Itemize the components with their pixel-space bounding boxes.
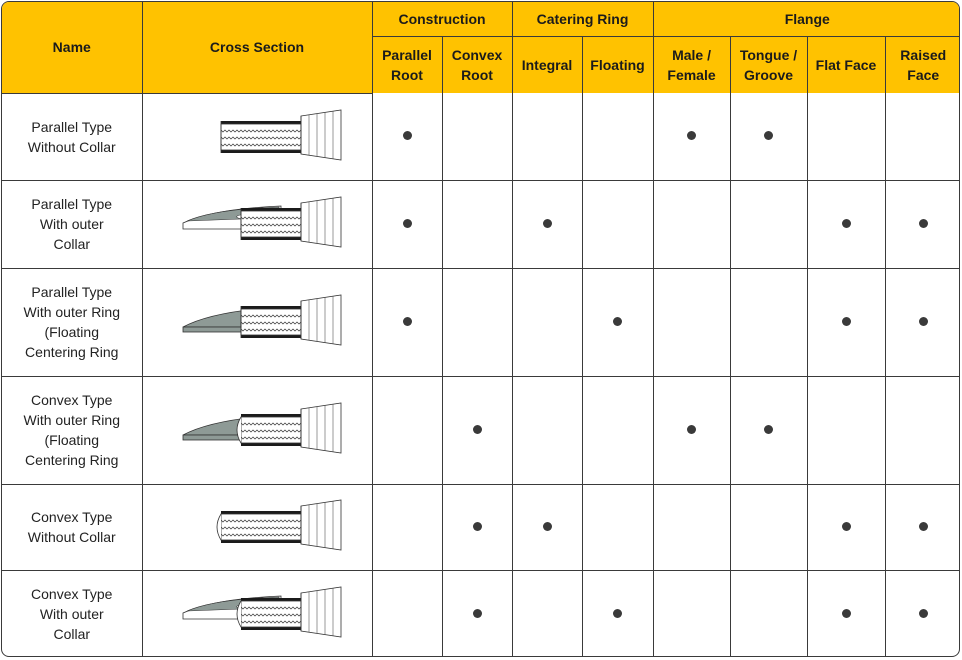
header-floating: Floating: [582, 36, 653, 93]
cell-male-female: [653, 484, 730, 570]
cell-flat-face: [807, 376, 885, 484]
cell-floating: [582, 570, 653, 657]
applicable-dot: [919, 522, 928, 531]
gasket-cross-section-diagram: [143, 579, 373, 649]
gasket-name: Convex Type With outer Ring (Floating Centering Ring: [23, 392, 120, 468]
header-name: Name: [2, 2, 142, 93]
applicable-dot: [403, 219, 412, 228]
cell-tongue-groove: [730, 376, 807, 484]
applicable-dot: [473, 425, 482, 434]
applicable-dot: [473, 522, 482, 531]
cell-floating: [582, 93, 653, 180]
gasket-name: Convex Type Without Collar: [27, 509, 116, 545]
cell-tongue-groove: [730, 484, 807, 570]
table-row: [2, 268, 960, 376]
gasket-cross-section-diagram: [143, 492, 373, 562]
header-flat-face: Flat Face: [807, 36, 885, 93]
header-convex-root: Convex Root: [442, 36, 512, 93]
cell-raised-face: [885, 268, 960, 376]
table-row: [2, 180, 960, 268]
header-construction: Construction: [372, 2, 512, 36]
header-tongue-groove: Tongue / Groove: [730, 36, 807, 93]
gasket-selection-table-container: [1, 1, 960, 657]
applicable-dot: [687, 131, 696, 140]
cell-raised-face: [885, 93, 960, 180]
table-row: [2, 484, 960, 570]
cell-convex-root: [442, 93, 512, 180]
applicable-dot: [764, 425, 773, 434]
gasket-selection-table: [2, 2, 960, 657]
cell-integral: [512, 180, 582, 268]
gasket-name-cell: [2, 268, 142, 376]
cell-tongue-groove: [730, 268, 807, 376]
cell-flat-face: [807, 570, 885, 657]
cell-tongue-groove: [730, 570, 807, 657]
applicable-dot: [919, 219, 928, 228]
table-row: [2, 570, 960, 657]
header-flange: Flange: [653, 2, 960, 36]
cell-raised-face: [885, 484, 960, 570]
gasket-cross-section-diagram: [143, 287, 373, 357]
cell-integral: [512, 570, 582, 657]
gasket-name-cell: [2, 180, 142, 268]
applicable-dot: [403, 317, 412, 326]
cell-tongue-groove: [730, 93, 807, 180]
gasket-name-cell: [2, 484, 142, 570]
cell-flat-face: [807, 268, 885, 376]
cross-section-cell: [142, 93, 372, 180]
cell-male-female: [653, 93, 730, 180]
cell-flat-face: [807, 484, 885, 570]
cell-parallel-root: [372, 93, 442, 180]
gasket-name: Parallel Type With outer Ring (Floating Centering Ring: [23, 284, 120, 360]
cell-floating: [582, 268, 653, 376]
cell-male-female: [653, 180, 730, 268]
cell-male-female: [653, 268, 730, 376]
cell-floating: [582, 376, 653, 484]
cell-flat-face: [807, 180, 885, 268]
cell-convex-root: [442, 268, 512, 376]
applicable-dot: [613, 317, 622, 326]
gasket-cross-section-diagram: [143, 102, 373, 172]
applicable-dot: [842, 609, 851, 618]
gasket-name-cell: [2, 93, 142, 180]
applicable-dot: [919, 609, 928, 618]
gasket-cross-section-diagram: [143, 189, 373, 259]
cross-section-cell: [142, 376, 372, 484]
cell-floating: [582, 484, 653, 570]
cross-section-cell: [142, 268, 372, 376]
applicable-dot: [613, 609, 622, 618]
cell-convex-root: [442, 484, 512, 570]
cell-flat-face: [807, 93, 885, 180]
header-catering-ring: Catering Ring: [512, 2, 653, 36]
cross-section-cell: [142, 570, 372, 657]
cell-raised-face: [885, 376, 960, 484]
cell-integral: [512, 376, 582, 484]
applicable-dot: [764, 131, 773, 140]
cell-raised-face: [885, 180, 960, 268]
cell-parallel-root: [372, 180, 442, 268]
cell-convex-root: [442, 376, 512, 484]
header-male-female: Male / Female: [653, 36, 730, 93]
applicable-dot: [543, 219, 552, 228]
applicable-dot: [842, 317, 851, 326]
table-row: [2, 93, 960, 180]
cross-section-cell: [142, 484, 372, 570]
cell-integral: [512, 268, 582, 376]
header-parallel-root: Parallel Root: [372, 36, 442, 93]
cell-convex-root: [442, 570, 512, 657]
gasket-cross-section-diagram: [143, 395, 373, 465]
table-row: [2, 376, 960, 484]
gasket-name: Parallel Type Without Collar: [27, 118, 116, 155]
header-integral: Integral: [512, 36, 582, 93]
cell-parallel-root: [372, 484, 442, 570]
applicable-dot: [403, 131, 412, 140]
applicable-dot: [842, 219, 851, 228]
gasket-name-cell: [2, 570, 142, 657]
applicable-dot: [842, 522, 851, 531]
applicable-dot: [919, 317, 928, 326]
cell-floating: [582, 180, 653, 268]
cell-male-female: [653, 376, 730, 484]
gasket-name: Parallel Type With outer Collar: [31, 196, 113, 252]
cell-raised-face: [885, 570, 960, 657]
gasket-name: Convex Type With outer Collar: [31, 586, 113, 643]
applicable-dot: [543, 522, 552, 531]
cross-section-cell: [142, 180, 372, 268]
header-raised-face: Raised Face: [885, 36, 960, 93]
cell-parallel-root: [372, 376, 442, 484]
cell-parallel-root: [372, 268, 442, 376]
cell-parallel-root: [372, 570, 442, 657]
cell-male-female: [653, 570, 730, 657]
cell-convex-root: [442, 180, 512, 268]
header-cross-section: Cross Section: [142, 2, 372, 93]
applicable-dot: [473, 609, 482, 618]
cell-integral: [512, 93, 582, 180]
gasket-name-cell: [2, 376, 142, 484]
cell-tongue-groove: [730, 180, 807, 268]
cell-integral: [512, 484, 582, 570]
applicable-dot: [687, 425, 696, 434]
